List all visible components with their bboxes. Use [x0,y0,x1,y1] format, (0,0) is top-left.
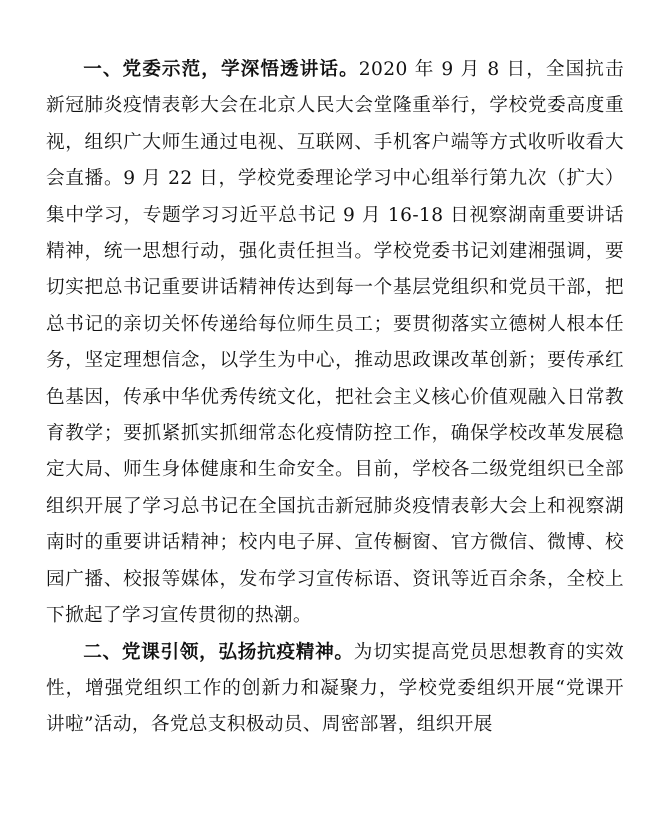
paragraph-2-heading: 二、党课引领，弘扬抗疫精神。 [83,641,354,663]
paragraph-1 [46,52,624,635]
paragraph-1-body: 2020 年 9 月 8 日，全国抗击新冠肺炎疫情表彰大会在北京人民大会堂隆重举行，学校党委高度重视，组织广大师生通过电视、互联网、手机客户端等方式收听收看大会直播。9 月 22 日，学校党委理论学习中心组举行第九次（扩大）集中学习，专题学习习近平总书记 9 月 16-18 日视察湖南重要讲话精神，统一思想行动，强化责任担当。学校党委书记刘建湘强调，要切实把总书记重要讲话精神传达到每一个基层党组织和党员干部，把总书记的亲切关怀传递给每位师生员工；要贯彻落实立德树人根本任务，坚定理想信念，以学生为中心，推动思政课改革创新；要传承红色基因，传承中华优秀传统文化，把社会主义核心价值观融入日常教育教学；要抓紧抓实抓细常态化疫情防控工作，确保学校改革发展稳定大局、师生身体健康和生命安全。目前，学校各二级党组织已全部组织开展了学习总书记在全国抗击新冠肺炎疫情表彰大会上和视察湖南时的重要讲话精神；校内电子屏、宣传橱窗、官方微信、微博、校园广播、校报等媒体，发布学习宣传标语、资讯等近百余条，全校上下掀起了学习宣传贯彻的热潮。 [46,59,624,627]
document-page [46,52,624,744]
paragraph-2 [46,635,624,744]
paragraph-2-body: 为切实提高党员思想教育的实效性，增强党组织工作的创新力和凝聚力，学校党委组织开展“党课开讲啦”活动，各党总支积极动员、周密部署，组织开展 [46,641,624,736]
paragraph-1-heading: 一、党委示范，学深悟透讲话。 [83,59,359,80]
